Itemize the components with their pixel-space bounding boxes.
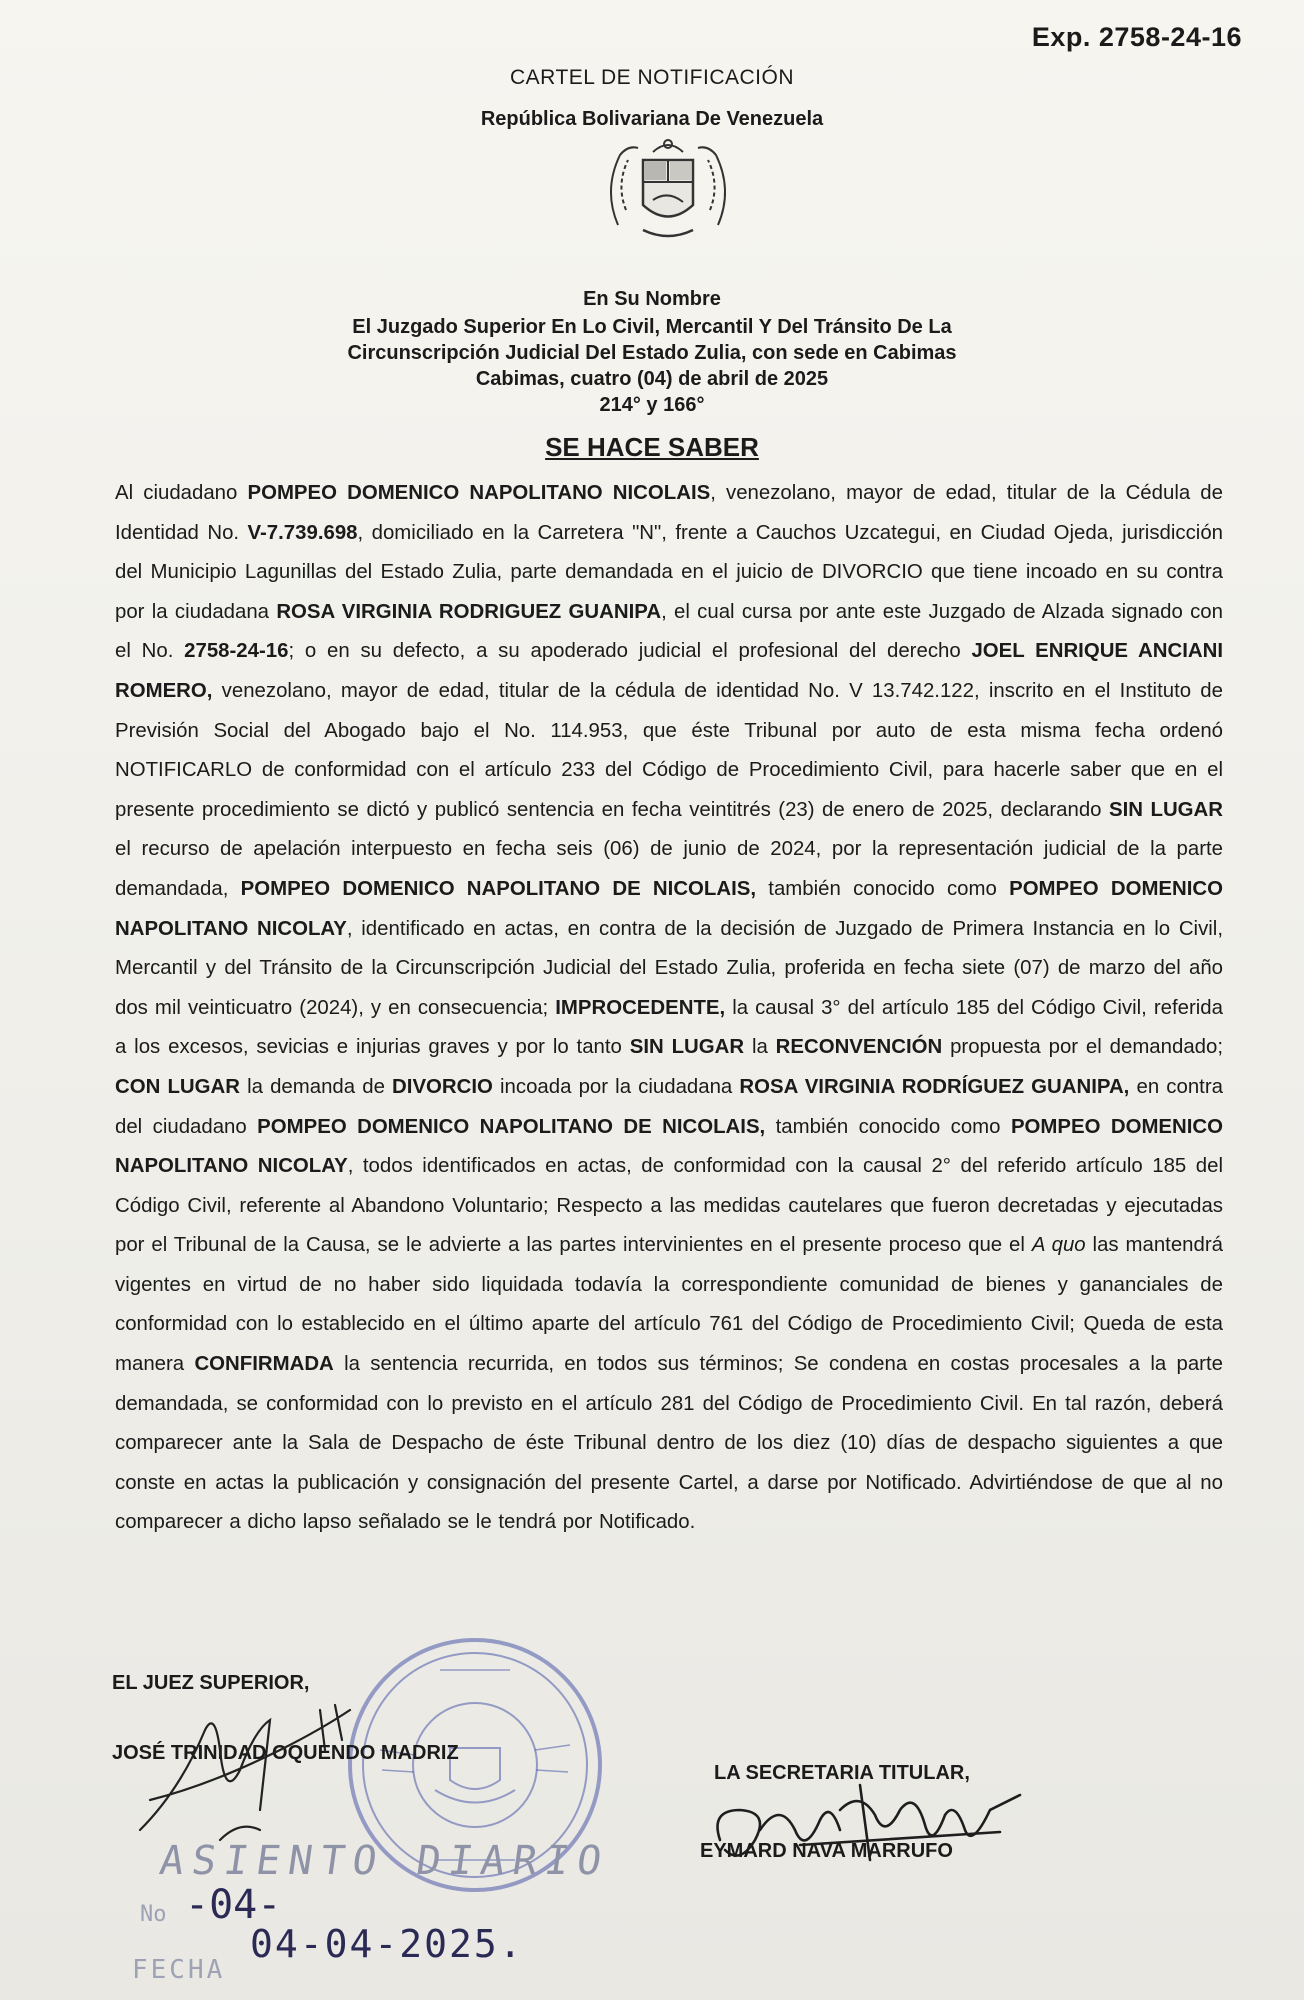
- number-value: -04-: [185, 1882, 282, 1928]
- judge-name: JOSÉ TRINIDAD OQUENDO MADRIZ: [112, 1742, 459, 1764]
- secretary-name: EYMARD NAVA MARRUFO: [700, 1840, 953, 1862]
- years-line: 214° y 166°: [599, 394, 705, 416]
- date-label: FECHA: [132, 1955, 226, 1985]
- date-line: Cabimas, cuatro (04) de abril de 2025: [475, 368, 829, 390]
- asiento-stamp-text: ASIENTO DIARIO: [156, 1838, 613, 1884]
- court-line-2: Circunscripción Judicial Del Estado Zulia, con sede en Cabimas: [347, 342, 957, 364]
- judge-title: EL JUEZ SUPERIOR,: [112, 1672, 310, 1694]
- cartel-heading: CARTEL DE NOTIFICACIÓN: [509, 66, 795, 89]
- notice-body: Al ciudadano POMPEO DOMENICO NAPOLITANO NICOLAIS, venezolano, mayor de edad, titular de la Cédula de Identidad No. V-7.739.698, domiciliado en la Carretera "N", frente a Cauchos Uzcategui, en Ciudad Ojeda, jurisdicción del Municipio Lagunillas del Estado Zulia, parte demandada en el juicio de DIVORCIO que tiene incoado en su contra por la ciudadana ROSA VIRGINIA RODRIGUEZ GUANIPA, el cual cursa por ante este Juzgado de Alzada signado con el No. 2758-24-16; o en su defecto, a su apoderado judicial el profesional del derecho JOEL ENRIQUE ANCIANI ROMERO, venezolano, mayor de edad, titular de la cédula de identidad No. V 13.742.122, inscrito en el Instituto de Previsión Social del Abogado bajo el No. 114.953, que éste Tribunal por auto de esta misma fecha ordenó NOTIFICARLO de conformidad con el artículo 233 del Código de Procedimiento Civil, para hacerle saber que en el presente procedimiento se dictó y publicó sentencia en fecha veintitrés (23) de enero de 2025, declarando SIN LUGAR el recurso de apelación interpuesto en fecha seis (06) de junio de 2024, por la representación judicial de la parte demandada, POMPEO DOMENICO NAPOLITANO DE NICOLAIS, también conocido como POMPEO DOMENICO NAPOLITANO NICOLAY, identificado en actas, en contra de la decisión de Juzgado de Primera Instancia en lo Civil, Mercantil y del Tránsito de la Circunscripción Judicial del Estado Zulia, proferida en fecha siete (07) de marzo del año dos mil veinticuatro (2024), y en consecuencia; IMPROCEDENTE, la causal 3° del artículo 185 del Código Civil, referida a los excesos, sevicias e injurias graves y por lo tanto SIN LUGAR la RECONVENCIÓN propuesta por el demandado; CON LUGAR la demanda de DIVORCIO incoada por la ciudadana ROSA VIRGINIA RODRÍGUEZ GUANIPA, en contra del ciudadano POMPEO DOMENICO NAPOLITANO DE NICOLAIS, también conocido como POMPEO DOMENICO NAPOLITANO NICOLAY, todos identificados en actas, de conformidad con la causal 2° del referido artículo 185 del Código Civil, referente al Abandono Voluntario; Respecto a las medidas cautelares que fueron decretadas y ejecutadas por el Tribunal de la Causa, se le advierte a las partes intervinientes en el presente proceso que el A quo las mantendrá vigentes en virtud de no haber sido liquidada todavía la correspondiente comunidad de bienes y gananciales de conformidad con lo establecido en el último aparte del artículo 761 del Código de Procedimiento Civil; Queda de esta manera CONFIRMADA la sentencia recurrida, en todos sus términos; Se condena en costas procesales a la parte demandada, se conformidad con lo previsto en el artículo 281 del Código de Procedimiento Civil. En tal razón, deberá comparecer ante la Sala de Despacho de éste Tribunal dentro de los diez (10) días de despacho siguientes a que conste en actas la publicación y consignación del presente Cartel, a darse por Notificado. Advirtiéndose de que al no comparecer a dicho lapso señalado se le tendrá por Notificado.: [115, 482, 1224, 1534]
- republica-heading: República Bolivariana De Venezuela: [480, 108, 824, 130]
- en-su-nombre: En Su Nombre: [583, 288, 721, 310]
- secretary-title: LA SECRETARIA TITULAR,: [714, 1762, 970, 1784]
- date-value: 04-04-2025.: [250, 1922, 524, 1966]
- expediente-number: Exp. 2758-24-16: [1031, 22, 1242, 52]
- court-line-1: El Juzgado Superior En Lo Civil, Mercantil Y Del Tránsito De La: [352, 316, 952, 338]
- court-heading: [0, 314, 1304, 418]
- notice-title: SE HACE SABER: [545, 432, 759, 462]
- secretary-signature: [700, 1770, 1040, 1890]
- number-label: No: [140, 1902, 167, 1927]
- coat-of-arms-icon: [598, 130, 738, 250]
